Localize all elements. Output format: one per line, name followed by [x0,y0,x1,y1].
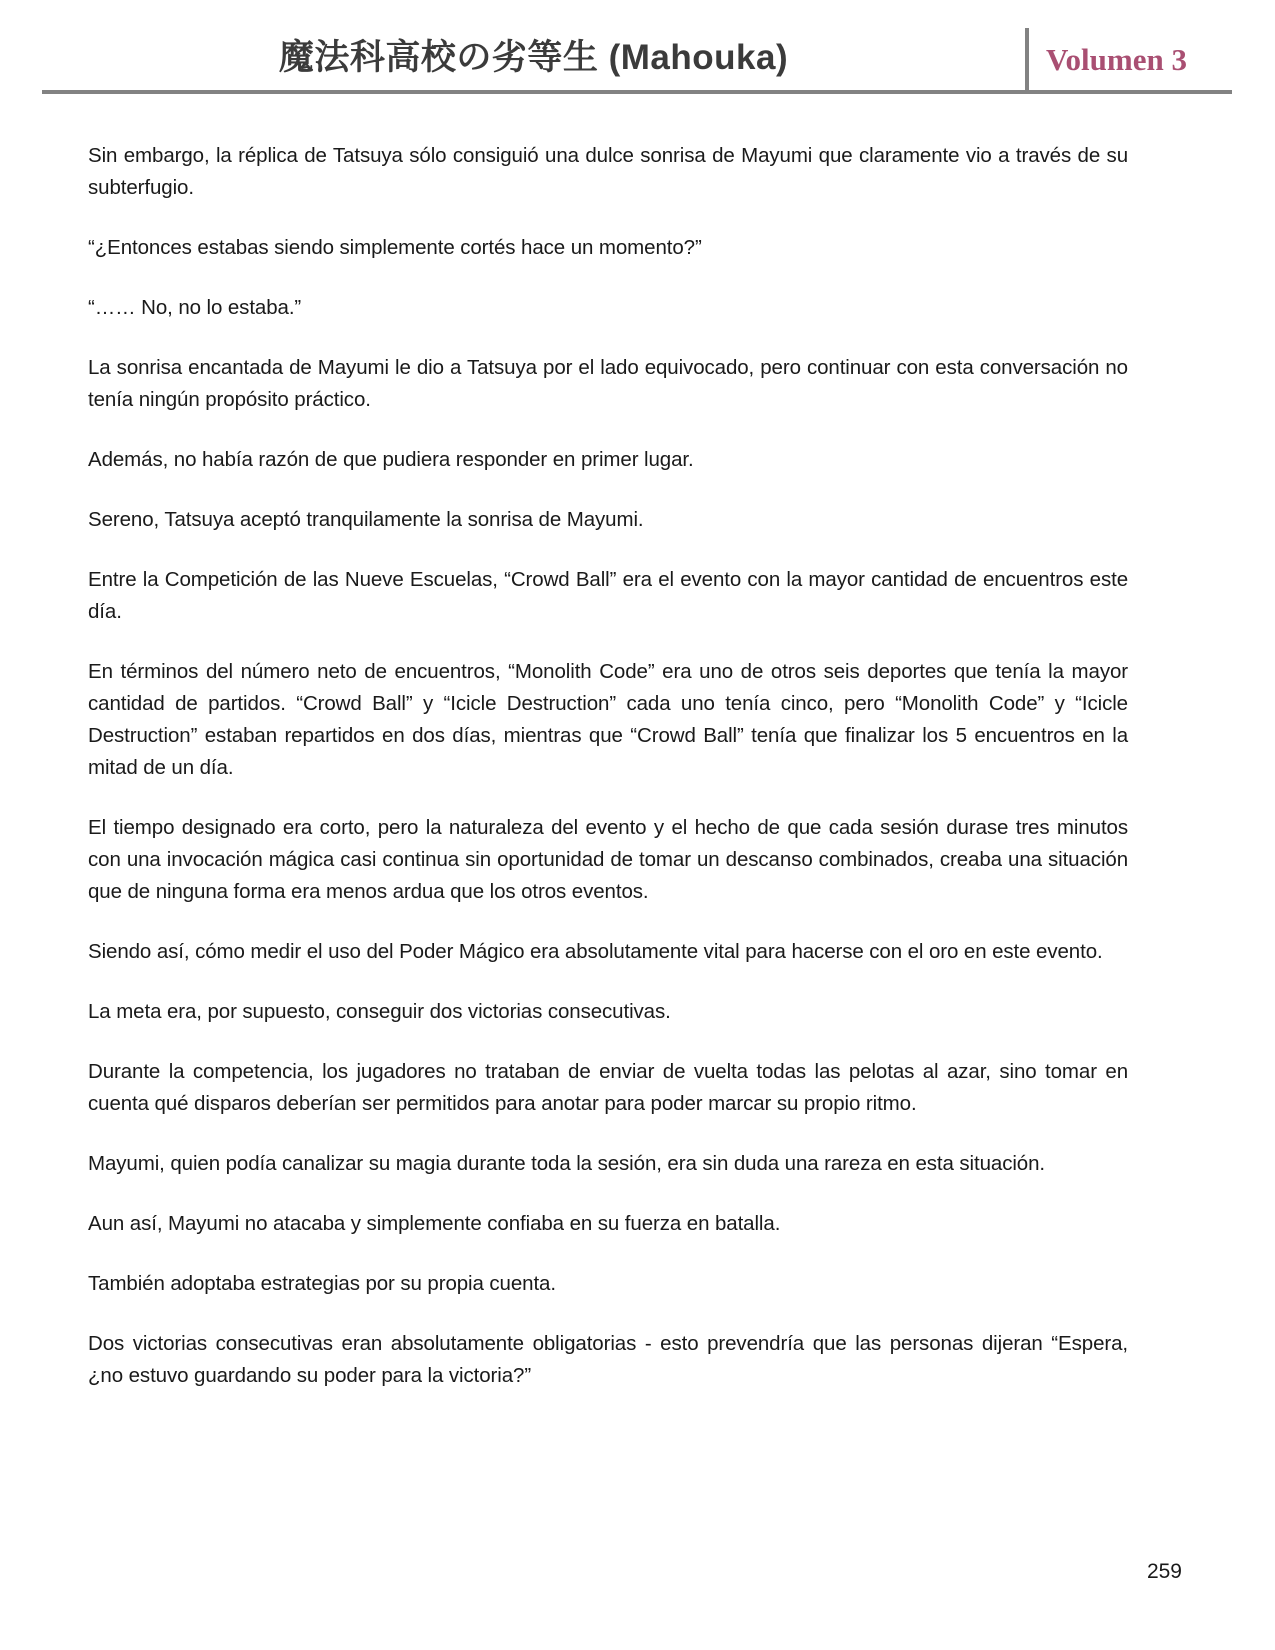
page-header [42,0,1232,94]
paragraph: Sereno, Tatsuya aceptó tranquilamente la sonrisa de Mayumi. [88,508,644,531]
body-text [88,140,1128,1420]
paragraph: Aun así, Mayumi no atacaba y simplemente confiaba en su fuerza en batalla. [88,1212,781,1235]
paragraph: Sin embargo, la réplica de Tatsuya sólo consiguió una dulce sonrisa de Mayumi que claramente vio a través de su subterfugio. [88,144,1128,199]
paragraph: La sonrisa encantada de Mayumi le dio a Tatsuya por el lado equivocado, pero continuar con esta conversación no tenía ningún propósito práctico. [88,356,1128,411]
paragraph: “¿Entonces estabas siendo simplemente cortés hace un momento?” [88,236,702,259]
paragraph: Mayumi, quien podía canalizar su magia durante toda la sesión, era sin duda una rareza en esta situación. [88,1152,1046,1175]
paragraph: Siendo así, cómo medir el uso del Poder Mágico era absolutamente vital para hacerse con el oro en este evento. [88,940,1103,963]
paragraph: Dos victorias consecutivas eran absolutamente obligatorias - esto prevendría que las personas dijeran “Espera, ¿no estuvo guardando su poder para la victoria?” [88,1332,1128,1387]
paragraph: El tiempo designado era corto, pero la naturaleza del evento y el hecho de que cada sesión durase tres minutos con una invocación mágica casi continua sin oportunidad de tomar un descanso combinados, creaba una situación que de ninguna forma era menos ardua que los otros eventos. [88,816,1128,903]
paragraph: Entre la Competición de las Nueve Escuelas, “Crowd Ball” era el evento con la mayor cantidad de encuentros este día. [88,568,1128,623]
paragraph: En términos del número neto de encuentros, “Monolith Code” era uno de otros seis deportes que tenía la mayor cantidad de partidos. “Crowd Ball” y “Icicle Destruction” cada uno tenía cinco, pero “Monolith Code” y “Icicle Destruction” estaban repartidos en dos días, mientras que “Crowd Ball” tenía que finalizar los 5 encuentros en la mitad de un día. [88,660,1128,779]
volume-label: Volumen 3 [1046,42,1187,77]
page-number: 259 [1146,1560,1182,1583]
paragraph: Durante la competencia, los jugadores no trataban de enviar de vuelta todas las pelotas al azar, sino tomar en cuenta qué disparos deberían ser permitidos para anotar para poder marcar su propio ritmo. [88,1060,1128,1115]
paragraph: La meta era, por supuesto, conseguir dos victorias consecutivas. [88,1000,671,1023]
paragraph: También adoptaba estrategias por su propia cuenta. [88,1272,556,1295]
paragraph: Además, no había razón de que pudiera responder en primer lugar. [88,448,694,471]
series-title: 魔法科高校の劣等生 (Mahouka) [278,38,789,77]
paragraph: “…… No, no lo estaba.” [88,296,302,319]
